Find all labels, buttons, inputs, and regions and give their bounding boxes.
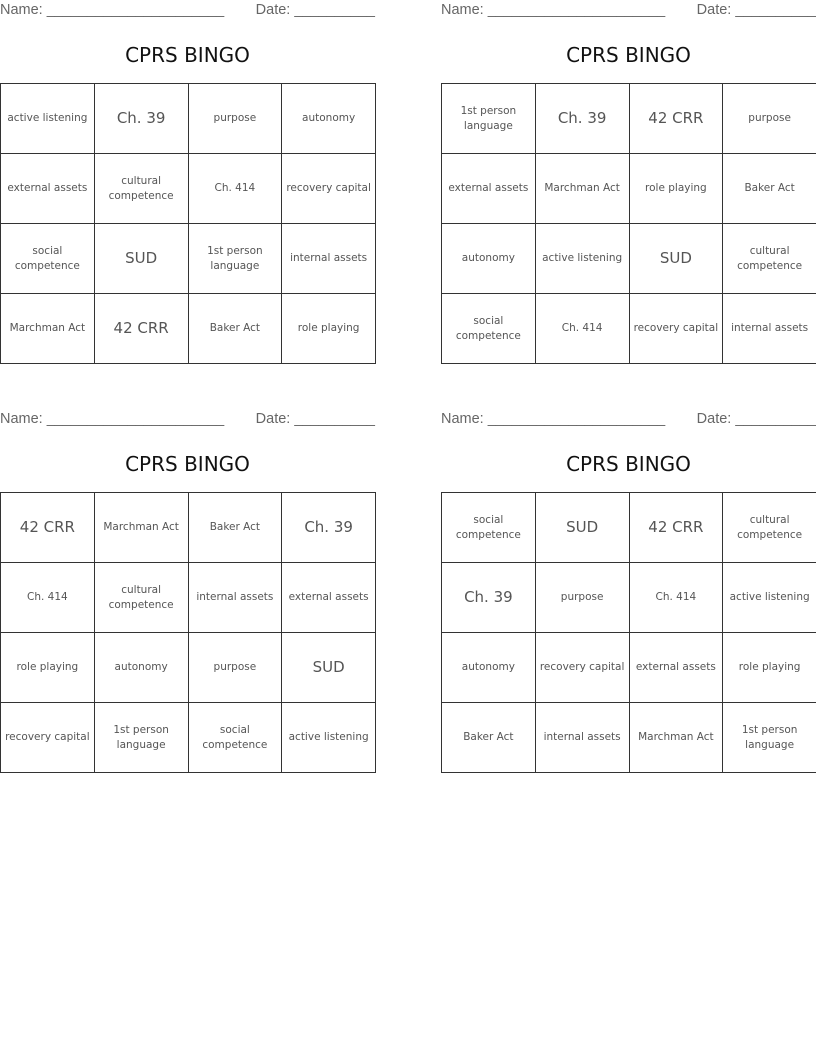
card-title: CPRS BINGO bbox=[125, 452, 250, 476]
bingo-cell: role playing bbox=[282, 294, 376, 364]
bingo-cell: autonomy bbox=[442, 633, 536, 703]
bingo-cell: Baker Act bbox=[188, 294, 282, 364]
bingo-cell: Ch. 414 bbox=[535, 294, 629, 364]
bingo-cell: 42 CRR bbox=[1, 493, 95, 563]
bingo-cell: active listening bbox=[1, 84, 95, 154]
date-field-label: Date: __________ bbox=[255, 411, 375, 427]
bingo-cell: Baker Act bbox=[188, 493, 282, 563]
card-title: CPRS BINGO bbox=[566, 43, 691, 67]
bingo-cell: recovery capital bbox=[535, 633, 629, 703]
bingo-cell: recovery capital bbox=[1, 703, 95, 773]
bingo-cell: internal assets bbox=[188, 563, 282, 633]
bingo-cell: Ch. 414 bbox=[629, 563, 723, 633]
bingo-cell: Marchman Act bbox=[1, 294, 95, 364]
grid-row bbox=[1, 294, 376, 364]
bingo-cell: purpose bbox=[188, 633, 282, 703]
bingo-cell: social competence bbox=[188, 703, 282, 773]
bingo-card-4 bbox=[441, 409, 816, 751]
bingo-cell: active listening bbox=[535, 224, 629, 294]
bingo-cell: Baker Act bbox=[723, 154, 816, 224]
grid-row bbox=[442, 633, 816, 703]
bingo-cell: autonomy bbox=[282, 84, 376, 154]
bingo-cell: external assets bbox=[442, 154, 536, 224]
bingo-card-2 bbox=[441, 0, 816, 342]
bingo-cell: 1st person language bbox=[442, 84, 536, 154]
bingo-cell: cultural competence bbox=[94, 563, 188, 633]
bingo-cell: 42 CRR bbox=[629, 84, 723, 154]
bingo-cell: role playing bbox=[1, 633, 95, 703]
bingo-cell: purpose bbox=[535, 563, 629, 633]
grid-row bbox=[1, 563, 376, 633]
bingo-cell: role playing bbox=[629, 154, 723, 224]
card-header bbox=[441, 0, 816, 22]
card-header bbox=[0, 409, 375, 431]
bingo-grid bbox=[441, 83, 816, 364]
bingo-cell: Baker Act bbox=[442, 703, 536, 773]
bingo-cell: 42 CRR bbox=[629, 493, 723, 563]
bingo-cell: Marchman Act bbox=[535, 154, 629, 224]
bingo-card-3 bbox=[0, 409, 375, 751]
grid-row bbox=[442, 703, 816, 773]
bingo-card-1 bbox=[0, 0, 375, 337]
bingo-cell: Marchman Act bbox=[94, 493, 188, 563]
bingo-cell: external assets bbox=[1, 154, 95, 224]
bingo-cell: SUD bbox=[282, 633, 376, 703]
grid-row bbox=[1, 84, 376, 154]
bingo-cell: SUD bbox=[629, 224, 723, 294]
bingo-cell: external assets bbox=[282, 563, 376, 633]
name-field-label: Name: ______________________ bbox=[441, 411, 666, 427]
bingo-cell: cultural competence bbox=[723, 493, 816, 563]
bingo-cell: cultural competence bbox=[723, 224, 816, 294]
bingo-cell: SUD bbox=[535, 493, 629, 563]
bingo-cell: internal assets bbox=[535, 703, 629, 773]
bingo-cell: purpose bbox=[723, 84, 816, 154]
bingo-cell: autonomy bbox=[442, 224, 536, 294]
bingo-grid bbox=[441, 492, 816, 773]
grid-row bbox=[1, 224, 376, 294]
bingo-grid bbox=[0, 492, 376, 773]
grid-row bbox=[442, 84, 816, 154]
bingo-cell: 1st person language bbox=[723, 703, 816, 773]
bingo-cell: internal assets bbox=[282, 224, 376, 294]
name-field-label: Name: ______________________ bbox=[441, 2, 666, 18]
bingo-cell: Ch. 39 bbox=[94, 84, 188, 154]
grid-row bbox=[1, 633, 376, 703]
bingo-cell: role playing bbox=[723, 633, 816, 703]
bingo-cell: 42 CRR bbox=[94, 294, 188, 364]
name-field-label: Name: ______________________ bbox=[0, 411, 225, 427]
bingo-cell: active listening bbox=[282, 703, 376, 773]
bingo-cell: internal assets bbox=[723, 294, 816, 364]
bingo-cell: external assets bbox=[629, 633, 723, 703]
bingo-cell: 1st person language bbox=[94, 703, 188, 773]
bingo-cell: Ch. 414 bbox=[188, 154, 282, 224]
grid-row bbox=[442, 224, 816, 294]
bingo-cell: Marchman Act bbox=[629, 703, 723, 773]
card-header bbox=[441, 409, 816, 431]
card-title: CPRS BINGO bbox=[566, 452, 691, 476]
grid-row bbox=[1, 154, 376, 224]
bingo-cell: social competence bbox=[442, 493, 536, 563]
date-field-label: Date: __________ bbox=[255, 2, 375, 18]
card-title: CPRS BINGO bbox=[125, 43, 250, 67]
bingo-cell: purpose bbox=[188, 84, 282, 154]
bingo-grid bbox=[0, 83, 376, 364]
date-field-label: Date: __________ bbox=[696, 2, 816, 18]
bingo-cell: autonomy bbox=[94, 633, 188, 703]
bingo-cell: Ch. 39 bbox=[442, 563, 536, 633]
bingo-cell: recovery capital bbox=[282, 154, 376, 224]
grid-row bbox=[442, 294, 816, 364]
date-field-label: Date: __________ bbox=[696, 411, 816, 427]
bingo-cell: SUD bbox=[94, 224, 188, 294]
bingo-cell: 1st person language bbox=[188, 224, 282, 294]
bingo-cell: Ch. 39 bbox=[535, 84, 629, 154]
card-header bbox=[0, 0, 375, 22]
bingo-cell: recovery capital bbox=[629, 294, 723, 364]
bingo-cell: social competence bbox=[1, 224, 95, 294]
bingo-cell: Ch. 414 bbox=[1, 563, 95, 633]
grid-row bbox=[442, 154, 816, 224]
grid-row bbox=[1, 493, 376, 563]
grid-row bbox=[1, 703, 376, 773]
name-field-label: Name: ______________________ bbox=[0, 2, 225, 18]
grid-row bbox=[442, 493, 816, 563]
bingo-cell: social competence bbox=[442, 294, 536, 364]
bingo-cell: Ch. 39 bbox=[282, 493, 376, 563]
bingo-cell: active listening bbox=[723, 563, 816, 633]
bingo-cell: cultural competence bbox=[94, 154, 188, 224]
grid-row bbox=[442, 563, 816, 633]
